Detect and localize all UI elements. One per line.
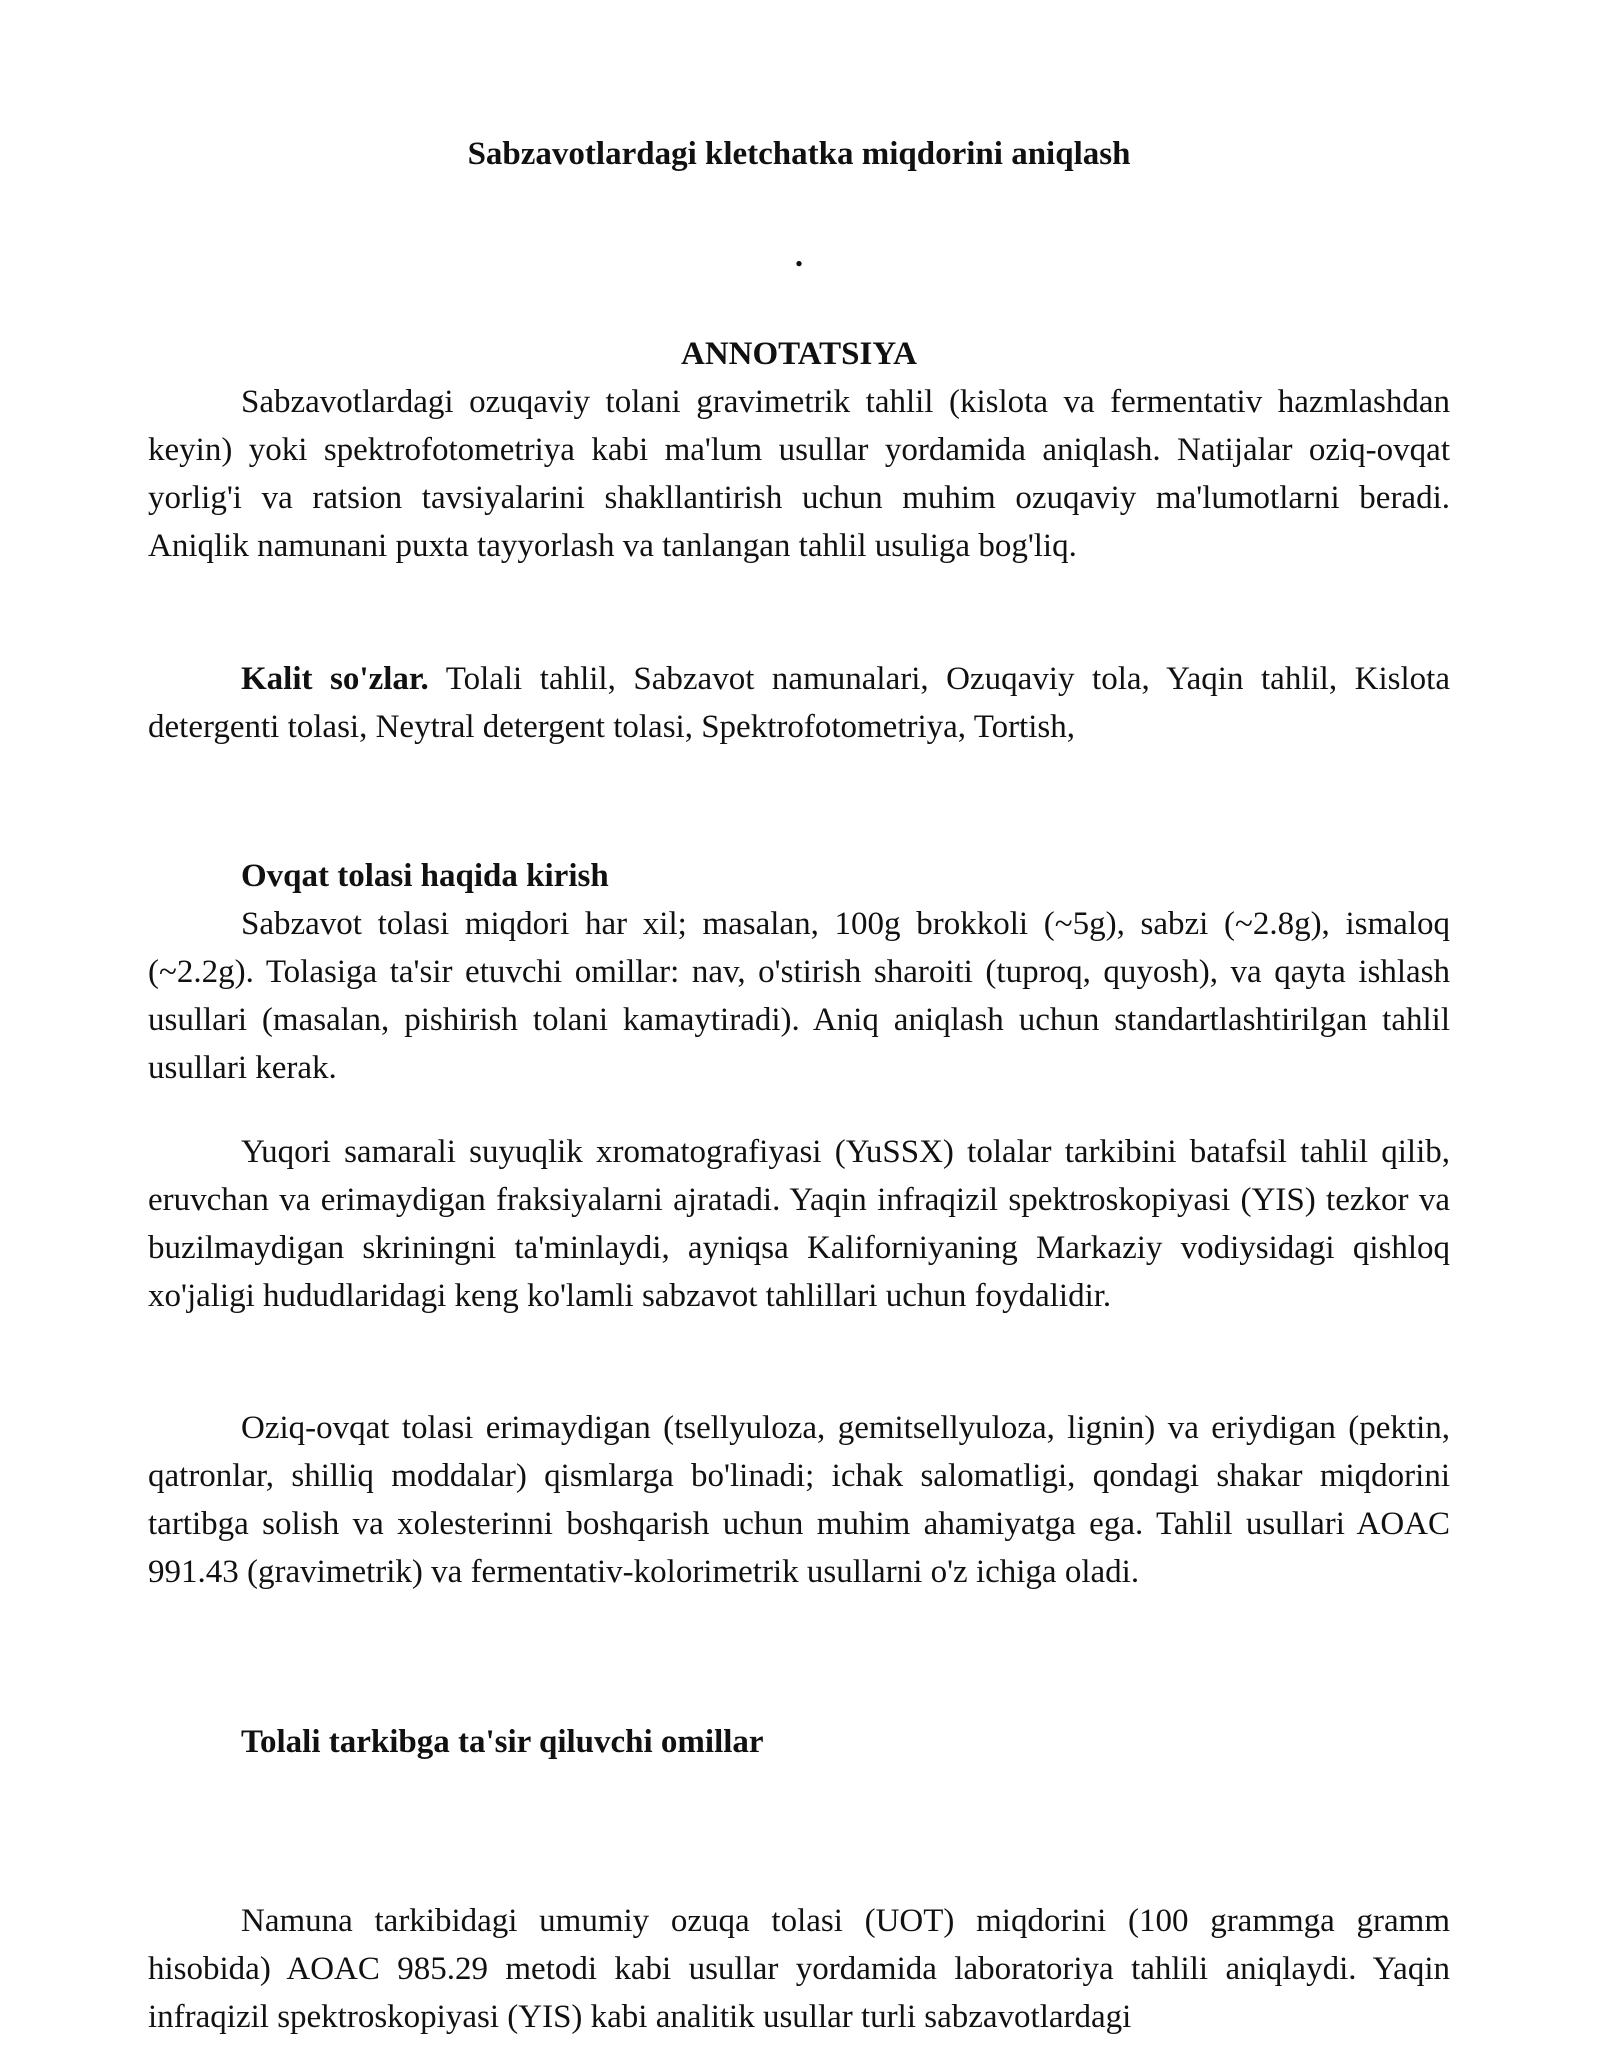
annotation-body: [148, 378, 1450, 570]
keywords-text: Tolali tahlil, Sabzavot namunalari, Ozuqaviy tola, Yaqin tahlil, Kislota detergenti tolasi, Neytral detergent tolasi, Spektrofotometriya, Tortish,: [148, 661, 1450, 745]
title-separator: .: [794, 238, 804, 274]
body-paragraph: Sabzavot tolasi miqdori har xil; masalan, 100g brokkoli (~5g), sabzi (~2.8g), ismaloq (~2.2g). Tolasiga ta'sir etuvchi omillar: nav, o'stirish sharoiti (tuproq, quyosh), va qayta ishlash usullari (masalan, pishirish tolani kamaytiradi). Aniq aniqlash uchun standartlashtirilgan tahlil usullari kerak.: [148, 906, 1450, 1086]
section-heading-factors: Tolali tarkibga ta'sir qiluvchi omillar: [241, 1724, 764, 1760]
section-intro-paragraph-1: [148, 900, 1450, 1092]
keywords-paragraph: [148, 655, 1450, 751]
section-intro-paragraph-2: [148, 1128, 1450, 1320]
body-paragraph: Oziq-ovqat tolasi erimaydigan (tsellyuloza, gemitsellyuloza, lignin) va eriydigan (pektin, qatronlar, shilliq moddalar) qismlarga bo'linadi; ichak salomatligi, qondagi shakar miqdorini tartibga solish va xolesterinni boshqarish uchun muhim ahamiyatga ega. Tahlil usullari AOAC 991.43 (gravimetrik) va fermentativ-kolorimetrik usullarni o'z ichiga oladi.: [148, 1410, 1450, 1590]
keywords-label: Kalit so'zlar.: [241, 661, 429, 697]
section-intro-paragraph-3: [148, 1404, 1450, 1596]
section-heading-intro: Ovqat tolasi haqida kirish: [241, 858, 609, 894]
body-paragraph: Namuna tarkibidagi umumiy ozuqa tolasi (UOT) miqdorini (100 grammga gramm hisobida) AOAC 985.29 metodi kabi usullar yordamida laboratoriya tahlili aniqlaydi. Yaqin infraqizil spektroskopiyasi (YIS) kabi analitik usullar turli sabzavotlardagi: [148, 1903, 1450, 2035]
annotation-heading: ANNOTATSIYA: [681, 336, 917, 372]
section-factors-paragraph-1: [148, 1897, 1450, 2041]
annotation-paragraph: Sabzavotlardagi ozuqaviy tolani gravimetrik tahlil (kislota va fermentativ hazmlashdan keyin) yoki spektrofotometriya kabi ma'lum usullar yordamida aniqlash. Natijalar oziq-ovqat yorlig'i va ratsion tavsiyalarini shakllantirish uchun muhim ozuqaviy ma'lumotlarni beradi. Aniqlik namunani puxta tayyorlash va tanlangan tahlil usuliga bog'liq.: [148, 384, 1450, 564]
document-title: Sabzavotlardagi kletchatka miqdorini aniqlash: [467, 136, 1131, 172]
keywords-block: [148, 655, 1450, 751]
body-paragraph: Yuqori samarali suyuqlik xromatografiyasi (YuSSX) tolalar tarkibini batafsil tahlil qilib, eruvchan va erimaydigan fraksiyalarni ajratadi. Yaqin infraqizil spektroskopiyasi (YIS) tezkor va buzilmaydigan skriningni ta'minlaydi, ayniqsa Kaliforniyaning Markaziy vodiysidagi qishloq xo'jaligi hududlaridagi keng ko'lamli sabzavot tahlillari uchun foydalidir.: [148, 1134, 1450, 1314]
